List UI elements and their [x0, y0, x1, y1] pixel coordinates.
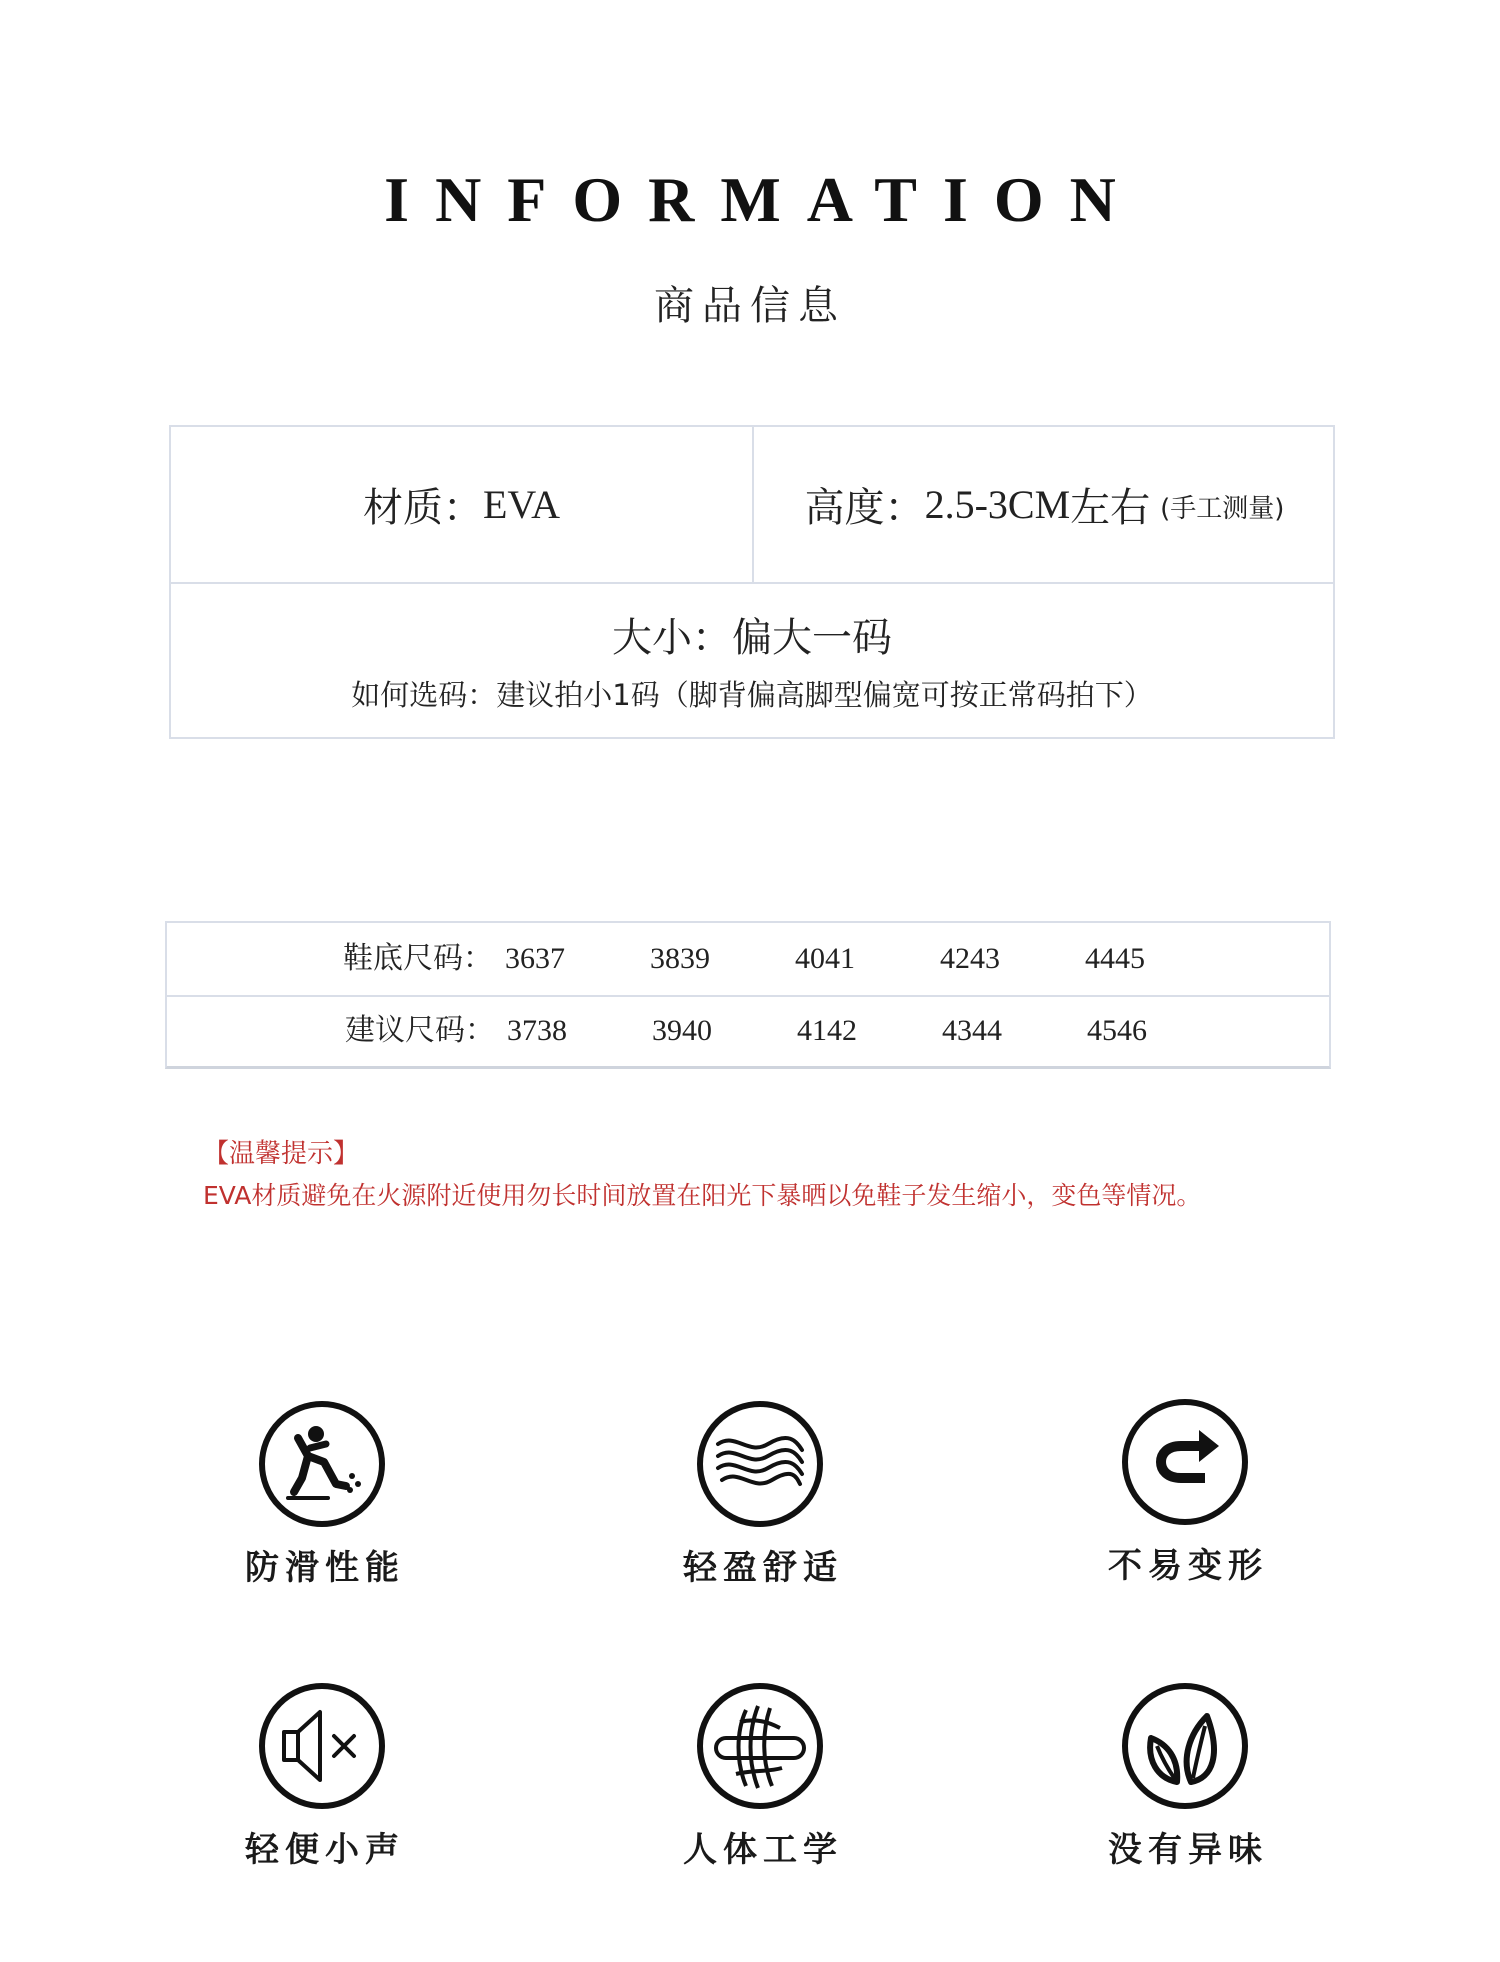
ergonomic-foot-icon — [696, 1682, 824, 1810]
slip-person-icon — [258, 1400, 386, 1528]
tip-text: EVA材质避免在火源附近使用勿长时间放置在阳光下暴晒以免鞋子发生缩小，变色等情况。 — [203, 1181, 1202, 1210]
size-value: 4445 — [1085, 942, 1145, 975]
size-value: 4142 — [797, 1014, 857, 1047]
height-label: 高度： — [804, 485, 925, 531]
leaves-icon — [1121, 1682, 1249, 1810]
size-value: 4344 — [942, 1014, 1002, 1047]
height-suffix: 左右 — [1070, 485, 1151, 531]
product-info-table — [169, 425, 1335, 739]
material-cell — [171, 427, 752, 582]
size-chart-table — [165, 921, 1331, 1069]
row-label: 鞋底尺码： — [343, 941, 493, 976]
table-divider — [171, 582, 1333, 584]
feature-lightweight — [610, 1400, 910, 1590]
size-value: 3940 — [652, 1014, 712, 1047]
speaker-mute-icon — [258, 1682, 386, 1810]
feature-label: 没有异味 — [1108, 1830, 1268, 1870]
feature-shape-retention — [1035, 1398, 1335, 1588]
size-advice: 如何选码：建议拍小1码（脚背偏高脚型偏宽可按正常码拍下） — [351, 678, 1153, 712]
table-row — [167, 923, 1329, 995]
size-value: 4041 — [795, 942, 855, 975]
size-value: 3839 — [650, 942, 710, 975]
feature-label: 轻便小声 — [245, 1830, 405, 1870]
size-label: 大小： — [612, 615, 732, 661]
tip-title: 【温馨提示】 — [203, 1139, 360, 1169]
size-value: 4243 — [940, 942, 1000, 975]
feature-label: 人体工学 — [683, 1830, 843, 1870]
page-title: INFORMATION — [384, 164, 1142, 235]
table-row — [167, 995, 1329, 1067]
height-value: 2.5-3CM — [924, 482, 1071, 527]
feature-quiet — [172, 1682, 472, 1872]
feature-label: 不易变形 — [1108, 1546, 1268, 1586]
size-fit — [171, 613, 1333, 663]
feature-anti-slip — [172, 1400, 472, 1590]
feature-label: 防滑性能 — [245, 1548, 405, 1588]
feature-ergonomic — [610, 1682, 910, 1872]
size-value: 3738 — [507, 1014, 567, 1047]
material-label: 材质： — [362, 485, 483, 531]
material-value: EVA — [482, 482, 561, 527]
size-value: 偏大一码 — [732, 615, 892, 661]
row-label: 建议尺码： — [345, 1013, 495, 1048]
height-cell — [754, 427, 1335, 582]
size-value: 4546 — [1087, 1014, 1147, 1047]
waves-icon — [696, 1400, 824, 1528]
size-value: 3637 — [505, 942, 565, 975]
height-note: (手工测量) — [1160, 494, 1285, 524]
page-subtitle: 商品信息 — [654, 283, 846, 329]
feature-label: 轻盈舒适 — [683, 1548, 843, 1588]
return-arrow-icon — [1121, 1398, 1249, 1526]
feature-no-odor — [1035, 1682, 1335, 1872]
